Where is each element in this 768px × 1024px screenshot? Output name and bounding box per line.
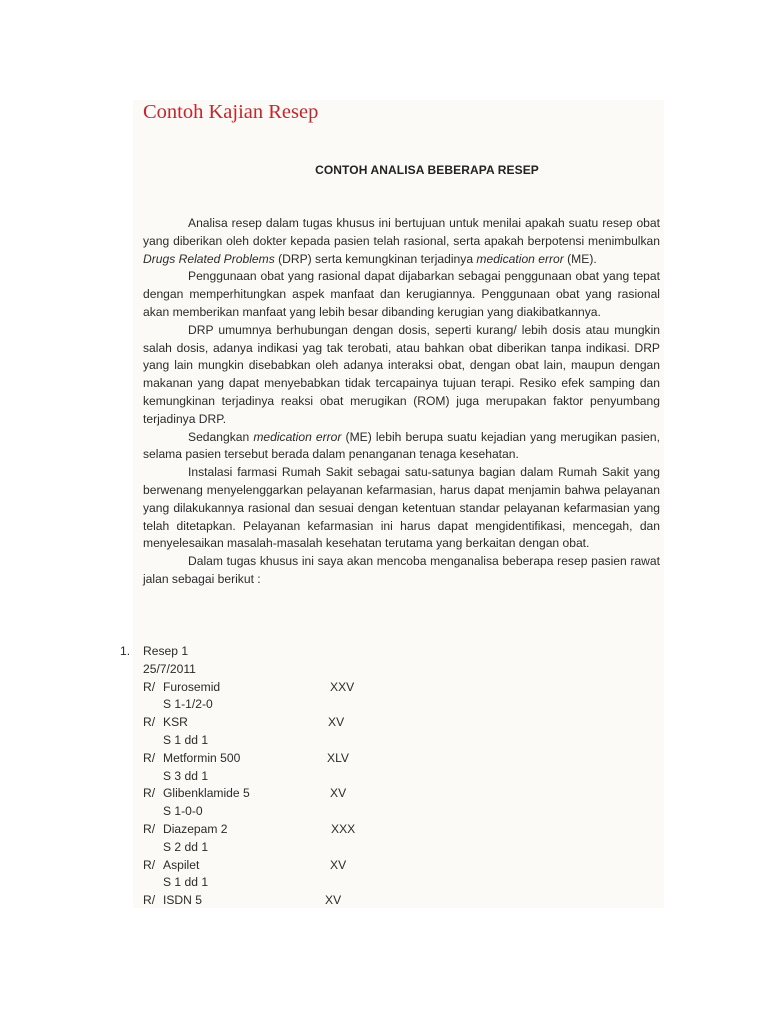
rx-signa: S 2 dd 1 bbox=[163, 839, 209, 854]
rx-signa: S 1-1/2-0 bbox=[163, 697, 213, 712]
rx-mark: R/ bbox=[143, 786, 156, 801]
prescription-line bbox=[143, 679, 443, 697]
paragraph-intro: Analisa resep dalam tugas khusus ini bertujuan untuk menilai apakah suatu resep obat yang diberikan oleh dokter kepada pasien telah rasional, serta apakah berpotensi menimbulkan Drugs Related Problems (DRP) serta kemungkinan terjadinya medication error (ME). bbox=[143, 216, 660, 266]
rx-signa: S 3 dd 1 bbox=[163, 768, 209, 783]
rx-drug-name: Aspilet bbox=[163, 857, 200, 872]
rx-signa: S 1 dd 1 bbox=[163, 733, 209, 747]
prescription-line bbox=[143, 821, 443, 839]
recipe-title: Resep 1 bbox=[143, 644, 189, 658]
prescription-line bbox=[143, 785, 443, 803]
rx-quantity: XV bbox=[330, 857, 347, 872]
prescription-line bbox=[143, 750, 443, 768]
rx-drug-name: Furosemid bbox=[163, 679, 221, 694]
rx-mark: R/ bbox=[143, 893, 156, 908]
rx-quantity: XV bbox=[325, 893, 342, 908]
rx-mark: R/ bbox=[143, 857, 156, 872]
rx-signa: S 1-0-0 bbox=[163, 804, 203, 819]
recipe-date: 25/7/2011 bbox=[143, 661, 196, 676]
document-heading: CONTOH ANALISA BEBERAPA RESEP bbox=[315, 163, 539, 177]
rx-drug-name: ISDN 5 bbox=[163, 893, 202, 908]
rx-drug-name: KSR bbox=[163, 715, 188, 730]
rx-quantity: XXV bbox=[330, 679, 355, 694]
rx-drug-name: Glibenklamide 5 bbox=[163, 786, 250, 801]
prescription-line bbox=[143, 714, 443, 732]
document-body bbox=[143, 215, 660, 589]
page-title: Contoh Kajian Resep bbox=[143, 101, 319, 123]
rx-mark: R/ bbox=[143, 822, 156, 836]
paragraph-task: Dalam tugas khusus ini saya akan mencoba menganalisa beberapa resep pasien rawat jalan sebagai berikut : bbox=[143, 554, 660, 586]
prescription-line bbox=[143, 857, 443, 875]
rx-quantity: XXX bbox=[331, 822, 356, 836]
rx-drug-name: Metformin 500 bbox=[163, 750, 241, 765]
rx-drug-name: Diazepam 2 bbox=[163, 822, 228, 836]
paragraph-medication-error: Sedangkan medication error (ME) lebih berupa suatu kejadian yang merugikan pasien, selama pasien tersebut berada dalam penanganan tenaga kesehatan. bbox=[143, 429, 660, 462]
rx-mark: R/ bbox=[143, 750, 156, 765]
rx-quantity: XLV bbox=[327, 750, 349, 765]
rx-quantity: XV bbox=[330, 786, 347, 801]
prescription-line bbox=[143, 892, 443, 910]
paragraph-pharmacy: Instalasi farmasi Rumah Sakit sebagai satu-satunya bagian dalam Rumah Sakit yang berwenang menyelenggarkan pelayanan kefarmasian, harus dapat menjamin bahwa pelayanan yang dilakukannya rasional dan sesuai dengan ketentuan standar pelayanan kefarmasian yang telah ditetapkan. Pelayanan kefarmasian ini harus dapat mengidentifikasi, mencegah, dan menyelesaikan masalah-masalah kesehatan terutama yang berkaitan dengan obat. bbox=[143, 465, 660, 551]
list-number: 1. bbox=[120, 644, 131, 658]
paragraph-rational-use: Penggunaan obat yang rasional dapat dijabarkan sebagai penggunaan obat yang tepat dengan memperhitungkan aspek manfaat dan kerugiannya. Penggunaan obat yang rasional akan memberikan manfaat yang lebih besar dibanding kerugian yang diakibatkannya. bbox=[143, 269, 660, 319]
rx-quantity: XV bbox=[328, 715, 345, 730]
paragraph-drp: DRP umumnya berhubungan dengan dosis, seperti kurang/ lebih dosis atau mungkin salah dosis, adanya indikasi yag tak terobati, atau bahkan obat diberikan tanpa indikasi. DRP yang lain mungkin disebabkan oleh adanya interaksi obat, dengan obat lain, maupun dengan makanan yang dapat menyebabkan tidak tercapainya tujuan terapi. Resiko efek samping dan kemungkinan terjadinya reaksi obat merugikan (ROM) juga merupakan faktor penyumbang terjadinya DRP. bbox=[143, 322, 660, 426]
rx-signa: S 1 dd 1 bbox=[163, 875, 209, 890]
rx-mark: R/ bbox=[143, 679, 156, 694]
rx-mark: R/ bbox=[143, 715, 156, 730]
